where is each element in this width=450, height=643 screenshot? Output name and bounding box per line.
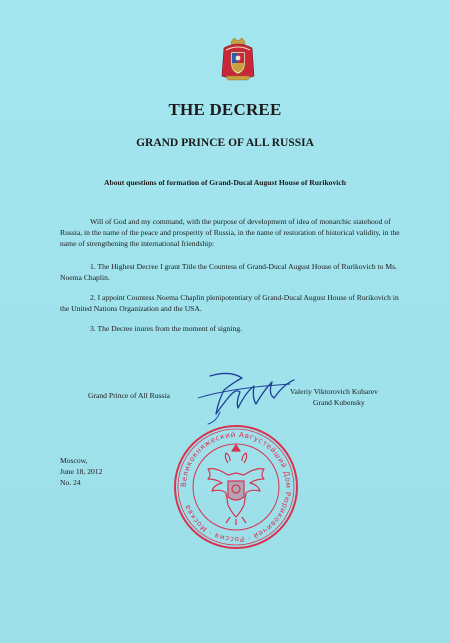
- preamble-paragraph: Will of God and my command, with the purpose of development of idea of monarchic statehood of Russia, in the name of the peace and prosperity of Russia, in the name of restoration of historical validity, in the name of strengthening the international friendship:: [60, 217, 400, 248]
- coat-of-arms-icon: [218, 36, 258, 84]
- handwritten-signature: [190, 368, 300, 428]
- signer-title: Grand Prince of All Russia: [88, 391, 170, 400]
- clause-2: 2. I appoint Countess Noema Chaplin plenipotentiary of Grand-Ducal August House of Rurikovich in the United Nations Organization and the USA.: [60, 293, 399, 313]
- clause-3: 3. The Decree inures from the moment of signing.: [90, 324, 243, 333]
- seal-text: Великокняжеский Августейший Дом Рюриковичей · Россия · Москва: [178, 429, 294, 545]
- place-date-block: [60, 455, 102, 488]
- signer-block: [290, 386, 378, 408]
- signer-subtitle: Grand Kubensky: [313, 398, 365, 407]
- decree-number: No. 24: [60, 478, 81, 487]
- signer-name: Valeriy Viktorovich Kubarev: [290, 387, 378, 396]
- decree-subject: About questions of formation of Grand-Ducal August House of Rurikovich: [104, 178, 346, 187]
- double-headed-eagle-seal-icon: [172, 423, 300, 551]
- date: June 18, 2012: [60, 467, 103, 476]
- document-title: THE DECREE: [168, 100, 282, 119]
- clause-1: 1. The Highest Decree I grant Title the Countess of Grand-Ducal August House of Rurikovich to Ms. Noema Chaplin.: [60, 262, 397, 282]
- place: Moscow,: [60, 456, 88, 465]
- document-subtitle: GRAND PRINCE OF ALL RUSSIA: [136, 137, 314, 149]
